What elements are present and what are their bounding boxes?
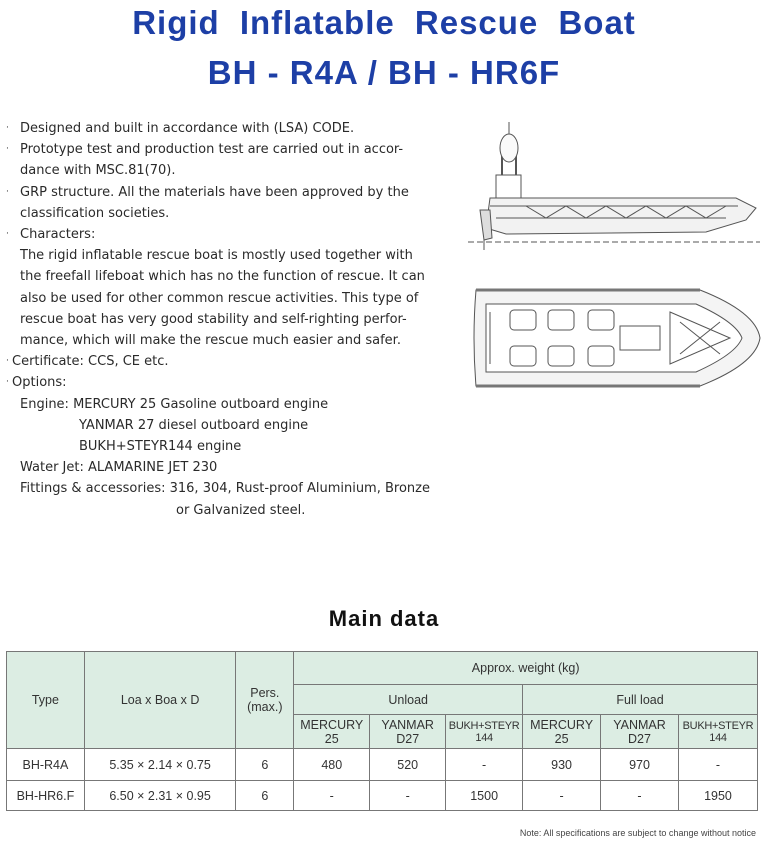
text-line: mance, which will make the rescue much easier and safer. bbox=[20, 333, 401, 349]
bullet-line bbox=[6, 372, 461, 393]
line-text: GRP structure. All the materials have been approved by the bbox=[20, 184, 409, 200]
header-engine: MERCURY 25 bbox=[294, 715, 370, 749]
table-row bbox=[7, 781, 758, 811]
table-cell: 1500 bbox=[446, 781, 523, 811]
text-line: the freefall lifeboat which has no the function of rescue. It can bbox=[20, 269, 425, 285]
table-cell: - bbox=[523, 781, 601, 811]
main-data-table bbox=[6, 651, 758, 811]
title-line-1: Rigid Inflatable Rescue Boat bbox=[132, 4, 636, 41]
bullet-icon: · bbox=[6, 123, 9, 133]
bullet-icon: · bbox=[6, 144, 9, 155]
title-line-2: BH - R4A / BH - HR6F bbox=[207, 54, 561, 91]
table-cell: 480 bbox=[294, 749, 370, 781]
table-cell: BH-HR6.F bbox=[7, 781, 85, 811]
table-cell: 5.35 × 2.14 × 0.75 bbox=[84, 749, 236, 781]
bullet-line bbox=[6, 118, 461, 139]
header-type: Type bbox=[7, 652, 85, 749]
table-cell: 520 bbox=[370, 749, 446, 781]
text-line: dance with MSC.81(70). bbox=[20, 163, 176, 179]
text-line: Fittings & accessories: 316, 304, Rust-proof Aluminium, Bronze bbox=[20, 481, 430, 497]
table-cell: - bbox=[678, 749, 757, 781]
table-row bbox=[7, 749, 758, 781]
bullet-icon: · bbox=[6, 356, 9, 367]
bullet-line bbox=[6, 351, 461, 372]
table-cell: - bbox=[370, 781, 446, 811]
text-line: Engine: MERCURY 25 Gasoline outboard engine bbox=[20, 396, 329, 412]
table-cell: BH-R4A bbox=[7, 749, 85, 781]
table-cell: 6.50 × 2.31 × 0.95 bbox=[84, 781, 236, 811]
text-line: Water Jet: ALAMARINE JET 230 bbox=[20, 460, 218, 476]
header-full-load: Full load bbox=[523, 685, 758, 715]
line-text: Prototype test and production test are carried out in accor- bbox=[20, 142, 404, 158]
header-engine: MERCURY 25 bbox=[523, 715, 601, 749]
disclaimer-note: Note: All specifications are subject to change without notice bbox=[519, 828, 756, 838]
bullet-icon: · bbox=[6, 229, 9, 240]
description-block bbox=[6, 118, 461, 521]
line-text: Characters: bbox=[20, 227, 96, 243]
header-persons bbox=[236, 652, 294, 749]
header-unload: Unload bbox=[294, 685, 523, 715]
text-line: also be used for other common rescue activities. This type of bbox=[20, 290, 419, 306]
bullet-icon: · bbox=[6, 186, 9, 197]
header-engine: YANMAR D27 bbox=[601, 715, 679, 749]
header-pers-label: Pers. bbox=[250, 686, 280, 700]
header-dimensions: Loa x Boa x D bbox=[84, 652, 236, 749]
bullet-icon: · bbox=[6, 377, 9, 388]
text-line: classification societies. bbox=[20, 205, 170, 221]
table-cell: - bbox=[294, 781, 370, 811]
text-line: YANMAR 27 diesel outboard engine bbox=[79, 417, 309, 433]
main-data-heading: Main data bbox=[328, 606, 440, 631]
text-line: BUKH+STEYR144 engine bbox=[79, 439, 242, 455]
table-cell: 970 bbox=[601, 749, 679, 781]
text-line: rescue boat has very good stability and self-righting perfor- bbox=[20, 311, 407, 327]
table-cell: 1950 bbox=[678, 781, 757, 811]
text-line: The rigid inflatable rescue boat is mostly used together with bbox=[20, 248, 413, 264]
header-engine: BUKH+STEYR 144 bbox=[678, 715, 757, 749]
table-cell: - bbox=[601, 781, 679, 811]
line-text: Certificate: CCS, CE etc. bbox=[12, 354, 169, 370]
table-cell: 6 bbox=[236, 749, 294, 781]
header-engine: BUKH+STEYR 144 bbox=[446, 715, 523, 749]
header-weight: Approx. weight (kg) bbox=[294, 652, 758, 685]
bullet-line bbox=[6, 224, 461, 245]
boat-side-view-drawing bbox=[466, 120, 762, 255]
text-line: or Galvanized steel. bbox=[176, 502, 306, 518]
header-engine: YANMAR D27 bbox=[370, 715, 446, 749]
line-text: Options: bbox=[12, 375, 67, 391]
boat-top-view-drawing bbox=[470, 282, 762, 394]
table-cell: 930 bbox=[523, 749, 601, 781]
table-cell: 6 bbox=[236, 781, 294, 811]
table-cell: - bbox=[446, 749, 523, 781]
bullet-line bbox=[6, 139, 461, 160]
line-text: Designed and built in accordance with (LSA) CODE. bbox=[20, 121, 355, 136]
bullet-line bbox=[6, 182, 461, 203]
header-pers-sub: (max.) bbox=[247, 700, 283, 714]
